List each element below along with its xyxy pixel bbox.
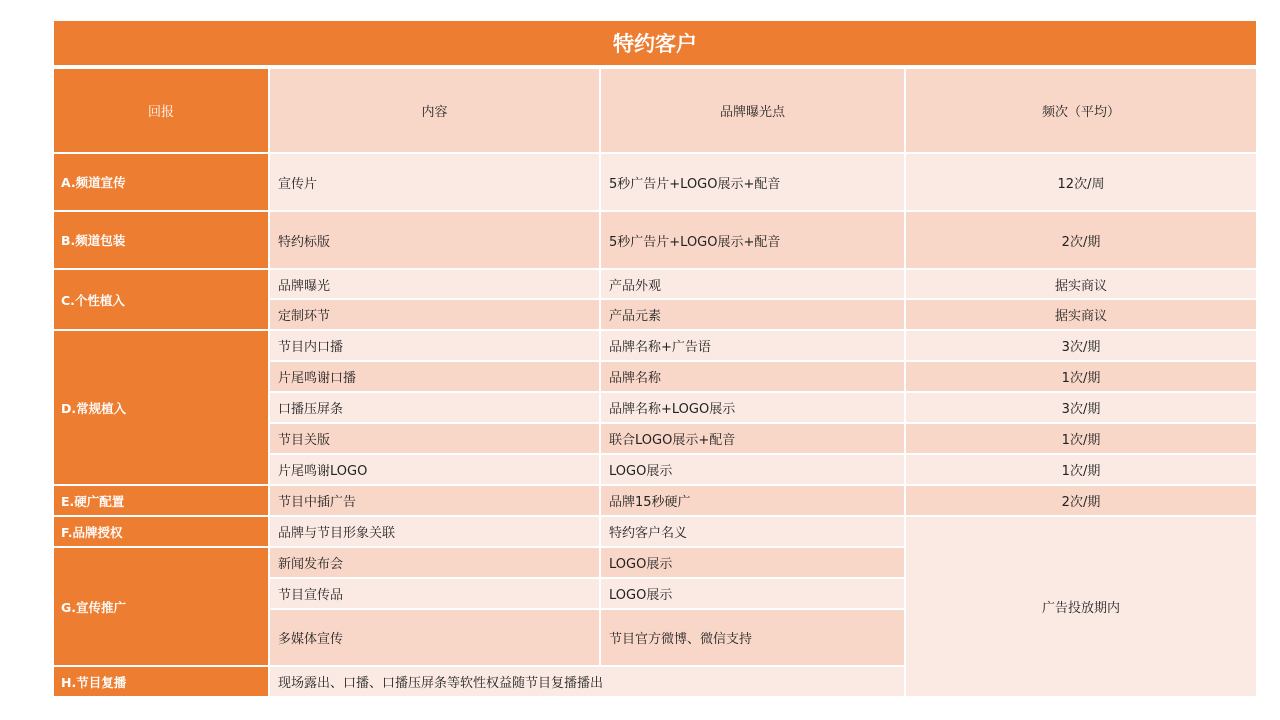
table-row xyxy=(53,666,1257,697)
cell-exposure: 品牌名称+广告语 xyxy=(600,330,905,361)
table-row xyxy=(53,485,1257,516)
group-label-a: A.频道宣传 xyxy=(53,153,269,211)
cell-exposure: 品牌名称 xyxy=(600,361,905,392)
cell-content: 节目内口播 xyxy=(269,330,600,361)
cell-frequency: 1次/期 xyxy=(905,423,1257,454)
table-row xyxy=(53,269,1257,299)
cell-exposure: 5秒广告片+LOGO展示+配音 xyxy=(600,211,905,269)
cell-exposure: 特约客户名义 xyxy=(600,516,905,547)
group-label-c: C.个性植入 xyxy=(53,269,269,330)
cell-exposure: 联合LOGO展示+配音 xyxy=(600,423,905,454)
table-row xyxy=(53,330,1257,361)
cell-frequency-merged: 广告投放期内 xyxy=(905,516,1257,697)
header-reward: 回报 xyxy=(53,67,269,153)
cell-content: 口播压屏条 xyxy=(269,392,600,423)
cell-frequency: 3次/期 xyxy=(905,392,1257,423)
cell-exposure: LOGO展示 xyxy=(600,454,905,485)
cell-content-merged: 现场露出、口播、口播压屏条等软性权益随节目复播播出 xyxy=(269,666,1257,697)
cell-exposure: LOGO展示 xyxy=(600,578,905,609)
cell-exposure: 5秒广告片+LOGO展示+配音 xyxy=(600,153,905,211)
group-label-f: F.品牌授权 xyxy=(53,516,269,547)
cell-content: 宣传片 xyxy=(269,153,600,211)
table-row xyxy=(53,211,1257,269)
cell-content: 节目关版 xyxy=(269,423,600,454)
cell-frequency: 据实商议 xyxy=(905,299,1257,330)
table-title: 特约客户 xyxy=(53,20,1257,67)
group-label-d: D.常规植入 xyxy=(53,330,269,485)
cell-exposure: 品牌15秒硬广 xyxy=(600,485,905,516)
cell-content: 品牌曝光 xyxy=(269,269,600,299)
sponsorship-table xyxy=(52,19,1258,698)
cell-frequency: 据实商议 xyxy=(905,269,1257,299)
group-label-b: B.频道包装 xyxy=(53,211,269,269)
cell-content: 特约标版 xyxy=(269,211,600,269)
cell-content: 多媒体宣传 xyxy=(269,609,600,666)
cell-content: 节目宣传品 xyxy=(269,578,600,609)
cell-frequency: 1次/期 xyxy=(905,361,1257,392)
cell-content: 节目中插广告 xyxy=(269,485,600,516)
cell-exposure: 节目官方微博、微信支持 xyxy=(600,609,905,666)
cell-frequency: 2次/期 xyxy=(905,211,1257,269)
header-frequency: 频次（平均） xyxy=(905,67,1257,153)
cell-exposure: LOGO展示 xyxy=(600,547,905,578)
header-content: 内容 xyxy=(269,67,600,153)
table-row xyxy=(53,516,1257,547)
group-label-h: H.节目复播 xyxy=(53,666,269,697)
cell-content: 片尾鸣谢口播 xyxy=(269,361,600,392)
group-label-e: E.硬广配置 xyxy=(53,485,269,516)
cell-content: 品牌与节目形象关联 xyxy=(269,516,600,547)
cell-content: 新闻发布会 xyxy=(269,547,600,578)
cell-exposure: 产品外观 xyxy=(600,269,905,299)
cell-content: 定制环节 xyxy=(269,299,600,330)
cell-exposure: 产品元素 xyxy=(600,299,905,330)
cell-frequency: 2次/期 xyxy=(905,485,1257,516)
cell-frequency: 12次/周 xyxy=(905,153,1257,211)
cell-frequency: 1次/期 xyxy=(905,454,1257,485)
table-row xyxy=(53,153,1257,211)
cell-content: 片尾鸣谢LOGO xyxy=(269,454,600,485)
header-exposure: 品牌曝光点 xyxy=(600,67,905,153)
cell-frequency: 3次/期 xyxy=(905,330,1257,361)
cell-exposure: 品牌名称+LOGO展示 xyxy=(600,392,905,423)
group-label-g: G.宣传推广 xyxy=(53,547,269,666)
